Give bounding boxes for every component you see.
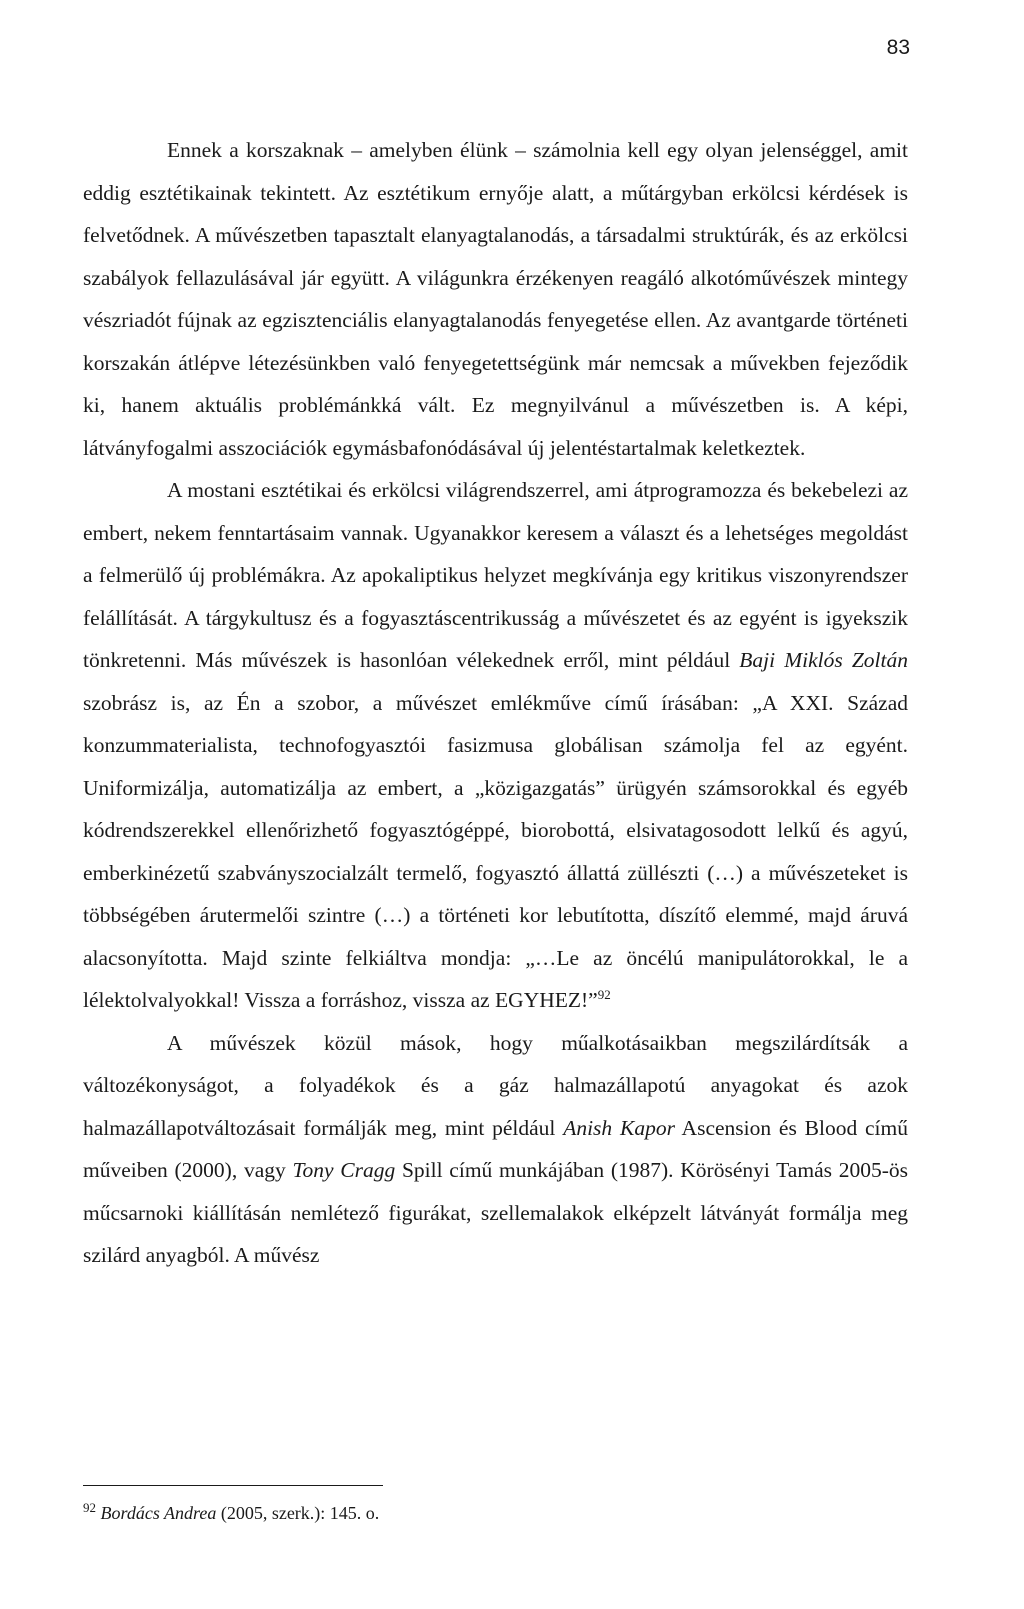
paragraph-3-text-start: A művészek közül mások, hogy műalkotásaikban megszilárdítsák a változékonyságot, a folyadékok és a gáz halmazállapotú anyagokat és azok halmazállapotváltozásait formálják meg, mint például bbox=[83, 1030, 908, 1140]
artist-name-cragg: Tony Cragg bbox=[292, 1158, 396, 1182]
footnote-text: (2005, szerk.): 145. o. bbox=[216, 1503, 380, 1523]
body-text bbox=[83, 129, 908, 1277]
footnote-separator bbox=[83, 1485, 383, 1486]
paragraph-2-text-start: A mostani esztétikai és erkölcsi világrendszerrel, ami átprogramozza és bekebelezi az embert, nekem fenntartásaim vannak. Ugyanakkor keresem a választ és a lehetséges megoldást a felmerülő új problémákra. Az apokaliptikus helyzet megkívánja egy kritikus viszonyrendszer felállítását. A tárgykultusz és a fogyasztáscentrikusság a művészetet és az egyént is igyekszik tönkretenni. Más művészek is hasonlóan vélekednek erről, mint például bbox=[83, 478, 908, 672]
paragraph-1 bbox=[83, 129, 908, 469]
footnote bbox=[83, 1500, 908, 1526]
paragraph-3-text-middle: Ascension és Blood című műveiben (2000), vagy bbox=[83, 1115, 908, 1182]
page-number: 83 bbox=[886, 36, 910, 59]
paragraph-3 bbox=[83, 1022, 908, 1277]
paragraph-1-text: Ennek a korszaknak – amelyben élünk – számolnia kell egy olyan jelenséggel, amit eddig esztétikainak tekintett. Az esztétikum ernyője alatt, a műtárgyban erkölcsi kérdések is felvetődnek. A művészetben tapasztalt elanyagtalanodás, a társadalmi struktúrák, és az erkölcsi szabályok fellazulásával jár együtt. A világunkra érzékenyen reagáló alkotóművészek mintegy vészriadót fújnak az egzisztenciális elanyagtalanodás fenyegetése ellen. Az avantgarde történeti korszakán átlépve létezésünkben való fenyegetettségünk már nemcsak a művekben fejeződik ki, hanem aktuális problémánkká vált. Ez megnyilvánul a művészetben is. A képi, látványfogalmi asszociációk egymásbafonódásával új jelentéstartalmak keletkeztek. bbox=[83, 138, 908, 460]
footnote-author: Bordács Andrea bbox=[100, 1503, 217, 1523]
artist-name-kapor: Anish Kapor bbox=[563, 1115, 675, 1140]
paragraph-2 bbox=[83, 469, 908, 1022]
paragraph-3-text-end: Spill című munkájában (1987). Körösényi Tamás 2005-ös műcsarnoki kiállításán nemlétező figurákat, szellemalakok elképzelt látványát formálja meg szilárd anyagból. A művész bbox=[83, 1158, 908, 1267]
author-name-baji: Baji Miklós Zoltán bbox=[739, 648, 909, 672]
footnote-number: 92 bbox=[83, 1500, 96, 1515]
footnote-reference: 92 bbox=[597, 986, 611, 1002]
paragraph-2-text-end: szobrász is, az Én a szobor, a művészet emlékműve című írásában: „A XXI. Század konzummaterialista, technofogyasztói fasizmusa globálisan számolja fel az egyént. Uniformizálja, automatizálja az embert, a „közigazgatás” ürügyén számsorokkal és egyéb kódrendszerekkel ellenőrizhető fogyasztógéppé, biorobottá, elsivatagosodott lelkű és agyú, emberkinézetű szabványszocialzált termelő, fogyasztó állattá züllészti (…) a művészeteket is többségében árutermelői szintre (…) a történeti kor lebutította, díszítő elemmé, majd áruvá alacsonyította. Majd szinte felkiáltva mondja: „…Le az öncélú manipulátorokkal, le a lélektolvalyokkal! Vissza a forráshoz, vissza az EGYHEZ!” bbox=[83, 690, 908, 1012]
